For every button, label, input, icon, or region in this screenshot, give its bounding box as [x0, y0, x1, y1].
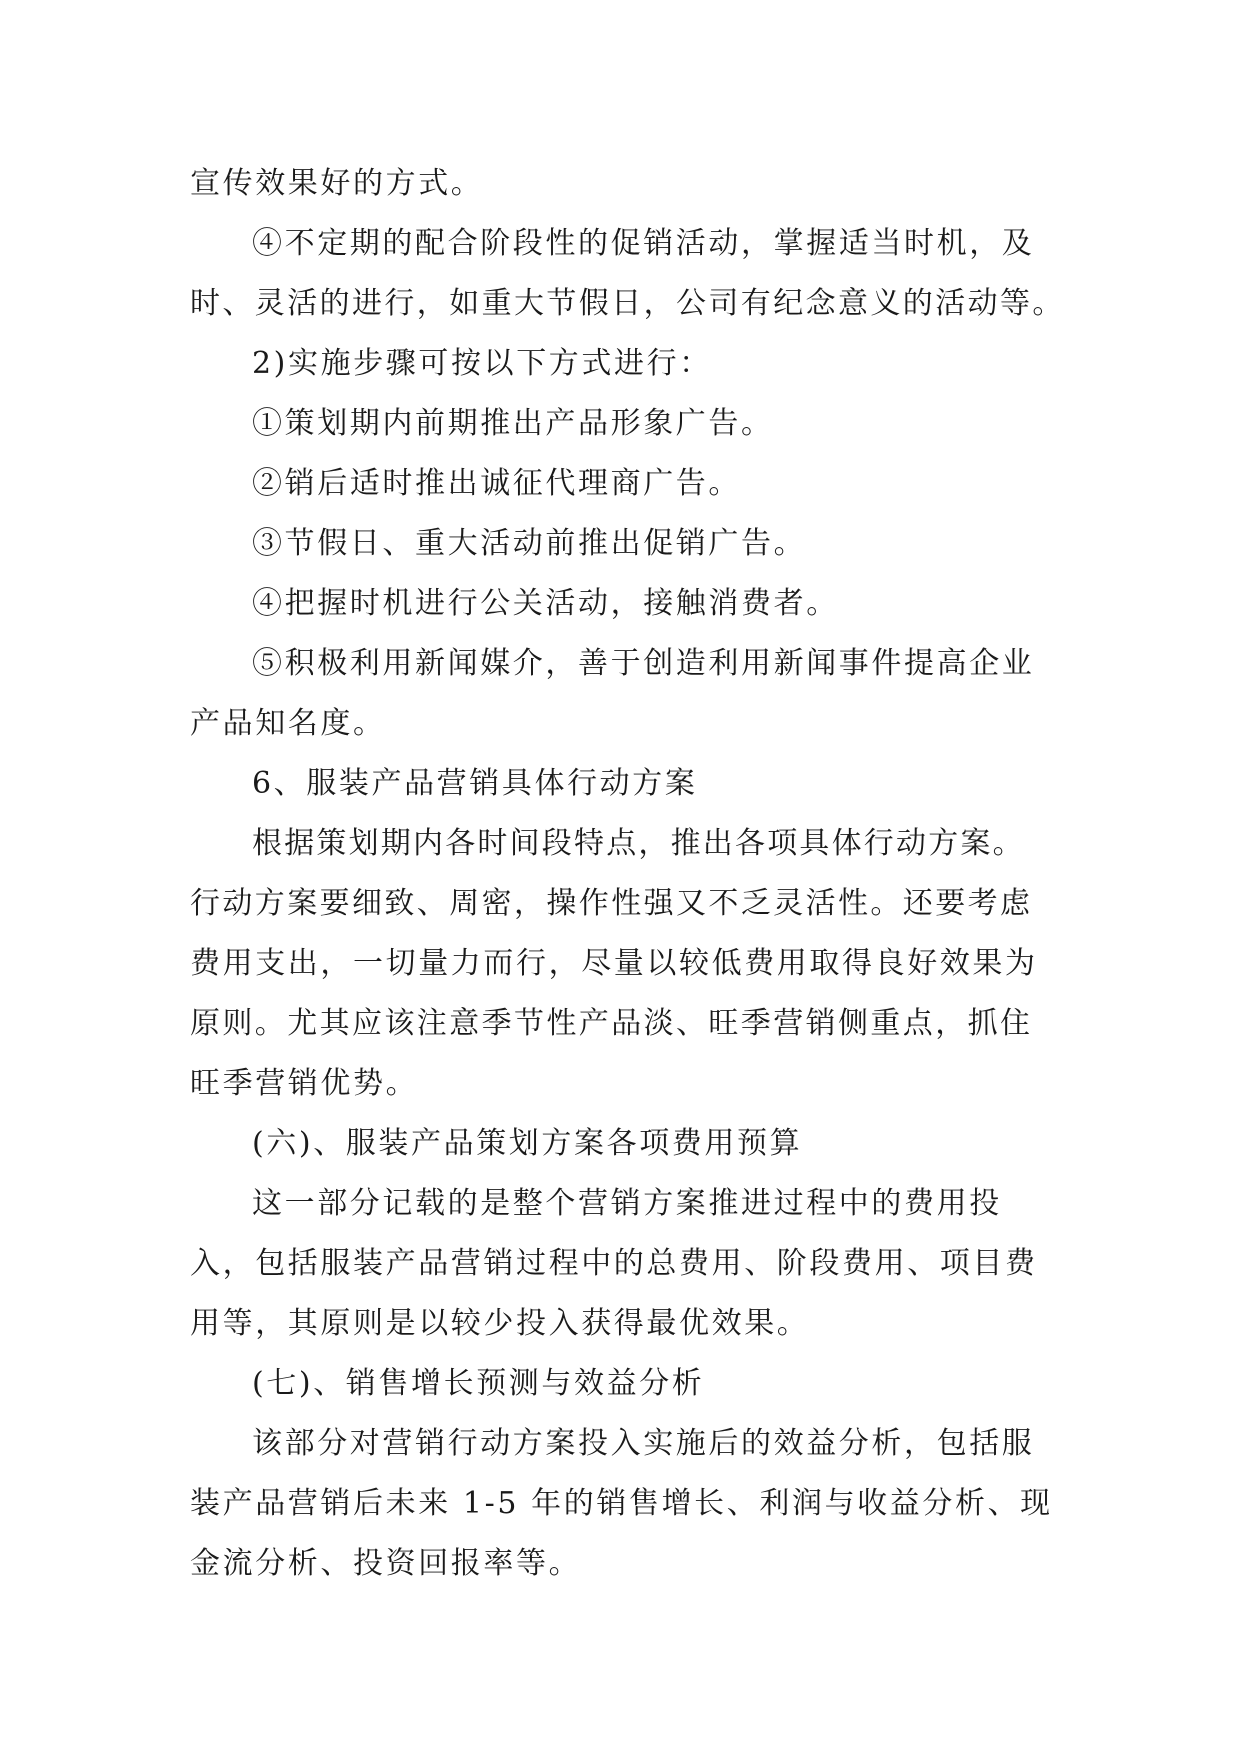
text-line: ②销后适时推出诚征代理商广告。: [252, 466, 741, 501]
text-line: 费用支出，一切量力而行，尽量以较低费用取得良好效果为: [190, 946, 1038, 981]
text-line: ④把握时机进行公关活动，接触消费者。: [252, 586, 839, 621]
section-heading: (七)、销售增长预测与效益分析: [252, 1366, 705, 1401]
text-line: 装产品营销后未来 1-5 年的销售增长、利润与收益分析、现: [190, 1486, 1053, 1521]
text-line: ③节假日、重大活动前推出促销广告。: [252, 526, 807, 561]
text-line: 旺季营销优势。: [190, 1066, 419, 1101]
text-line: 金流分析、投资回报率等。: [190, 1546, 582, 1581]
text-line: 时、灵活的进行，如重大节假日，公司有纪念意义的活动等。: [190, 286, 1065, 321]
text-line: 该部分对营销行动方案投入实施后的效益分析，包括服: [252, 1426, 1035, 1461]
text-line: 根据策划期内各时间段特点，推出各项具体行动方案。: [252, 826, 1025, 861]
section-heading: 6、服装产品营销具体行动方案: [252, 766, 698, 801]
text-line: 行动方案要细致、周密，操作性强又不乏灵活性。还要考虑: [190, 886, 1033, 921]
text-line: 宣传效果好的方式。: [190, 166, 484, 201]
text-line: ①策划期内前期推出产品形象广告。: [252, 406, 774, 441]
text-line: 2)实施步骤可按以下方式进行：: [252, 346, 712, 381]
text-line: 入，包括服装产品营销过程中的总费用、阶段费用、项目费: [190, 1246, 1038, 1281]
text-line: ⑤积极利用新闻媒介，善于创造利用新闻事件提高企业: [252, 646, 1035, 681]
text-line: 这一部分记载的是整个营销方案推进过程中的费用投: [252, 1186, 1002, 1221]
section-heading: (六)、服装产品策划方案各项费用预算: [252, 1126, 803, 1161]
text-line: 用等，其原则是以较少投入获得最优效果。: [190, 1306, 810, 1341]
text-line: ④不定期的配合阶段性的促销活动，掌握适当时机，及: [252, 226, 1035, 261]
text-line: 产品知名度。: [190, 706, 386, 741]
text-line: 原则。尤其应该注意季节性产品淡、旺季营销侧重点，抓住: [190, 1006, 1033, 1041]
